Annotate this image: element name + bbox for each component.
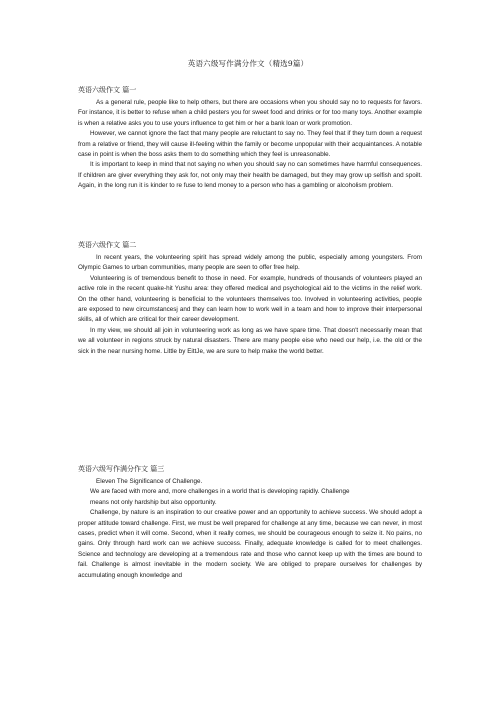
essay-paragraph: It is important to keep in mind that not saying no when you should say no can sometimes have harmful consequences. If children are giver everything they ask for, not only may their health be damaged, but they may grow up selfish and spoilt. Again, in the long run it is kinder to re fuse to lend money to a person who has a gambling or alcoholism problem. — [78, 161, 422, 190]
essay-paragraph: As a general rule, people like to help others, but there are occasions when you should say no to requests for favors. For instance, it is better to refuse when a child pesters you for sweet food and drinks or for too many toys. Another example is when a relative asks you to use yours influence to get him or her a bank loan or work promotion. — [78, 99, 422, 127]
section-heading: 英语六级作文 篇二 — [78, 241, 137, 249]
section-heading: 英语六级作文 篇一 — [78, 86, 137, 94]
essay-paragraph: However, we cannot ignore the fact that many people are reluctant to say no. They feel that if they turn down a request from a relative or friend, they will cause ill-feeling within the family or become unpopular with their acquaintances. A notable case in point is when the boss asks them to do something which they feel is unreasonable. — [78, 130, 422, 159]
essay-paragraph: means not only hardship but also opportunity. — [90, 498, 217, 506]
essay-section-1 — [78, 85, 422, 192]
essay-paragraph: Volunteering is of tremendous benefit to those in need. For example, hundreds of thousands of volunteers played an active role in the recent quake-hit Yushu area: they offered medical and psychological aid to the victims in the relief work. On the other hand, volunteering is beneficial to the volunteers themselves too. Involved in volunteering activities, people are exposed to new circumstancesj and they can learn how to work well in a team and how to improve their interpersonal skills, all of which are critical for their career development. — [78, 274, 422, 324]
essay-section-3 — [78, 464, 422, 581]
essay-section-2 — [78, 240, 422, 357]
document-title: 英语六级写作满分作文（精选9篇） — [187, 59, 309, 68]
section-heading: 英语六级写作满分作文 篇三 — [78, 465, 165, 473]
essay-paragraph: We are faced with more and, more challenges in a world that is developing rapidly. Challenge — [90, 488, 350, 496]
essay-subtitle: Eleven The Significance of Challenge. — [96, 478, 203, 485]
essay-paragraph: In recent years, the volunteering spirit has spread widely among the public, especially among youngsters. From Olympic Games to urban communities, many people are seen to offer free help. — [78, 254, 422, 272]
essay-paragraph: In my view, we should all join in volunteering work as long as we have spare time. That doesn't necessarily mean that we all volunteer in regions struck by natural disasters. There are many people eise who need our help, i.e. the old or the sick in the near nursing home. Little by EittJe, we are sure to help make the world better. — [78, 326, 422, 355]
essay-paragraph: Challenge, by nature is an inspiration to our creative power and an opportunity to achieve success. We should adopt a proper attitude toward challenge. First, we must be well prepared for challenge at any time, because we can never, in most cases, predict when it will come. Second, when it really comes, we should be courageous enough to seize it. No pains, no gains. Only through hard work can we achieve success. Finally, adequate knowledge is called for to meet challenges. Science and technology are developing at a tremendous rate and those who cannot keep up with the times are bound to fail. Challenge is almost inevitable in the modern society. We are obliged to prepare ourselves for challenges by accumulating enough knowledge and — [78, 509, 422, 579]
